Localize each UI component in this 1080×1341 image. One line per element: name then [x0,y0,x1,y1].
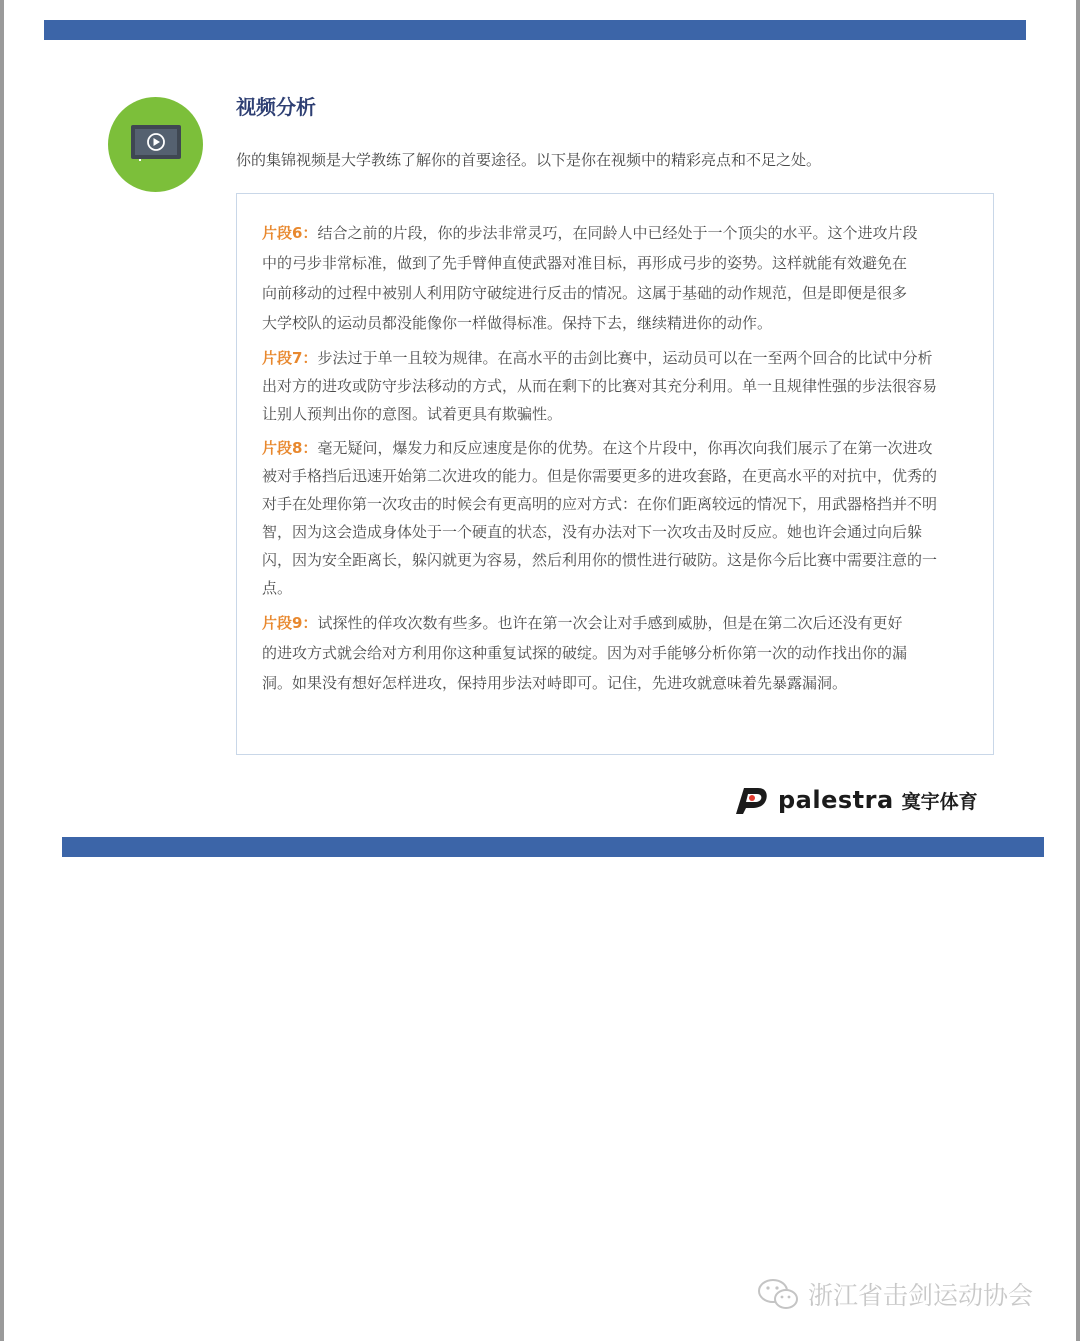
segment-text: 结合之前的片段，你的步法非常灵巧，在同龄人中已经处于一个顶尖的水平。这个进攻片段 [317,224,918,242]
palestra-logo-icon [730,784,770,816]
segment-line: 智，因为这会造成身体处于一个硬直的状态，没有办法对下一次攻击及时反应。她也许会通过向后躲 [262,523,923,541]
video-badge [108,97,203,192]
segment-text: 步法过于单一且较为规律。在高水平的击剑比赛中，运动员可以在一至两个回合的比试中分析 [317,349,933,367]
segment-line: 向前移动的过程中被别人利用防守破绽进行反击的情况。这属于基础的动作规范，但是即便是很多 [262,284,908,302]
segment-text: 毫无疑问，爆发力和反应速度是你的优势。在这个片段中，你再次向我们展示了在第一次进攻 [317,439,933,457]
wechat-watermark [756,1274,1033,1314]
watermark-text: 浙江省击剑运动协会 [808,1281,1034,1310]
brand-name: palestra [778,786,894,814]
segment-6 [262,218,995,338]
segment-line: 的进攻方式就会给对方利用你这种重复试探的破绽。因为对手能够分析你第一次的动作找出你的漏 [262,644,908,662]
segment-8 [262,434,995,602]
segment-line [262,344,995,372]
segment-label: 片段6： [262,224,318,242]
segment-label: 片段9： [262,614,318,632]
segment-line [262,608,995,638]
video-play-icon [108,97,203,192]
brand-logo [730,783,978,817]
segment-line: 中的弓步非常标准，做到了先手臂伸直使武器对准目标，再形成弓步的姿势。这样就能有效避免在 [262,254,908,272]
segment-line: 洞。如果没有想好怎样进攻，保持用步法对峙即可。记住，先进攻就意味着先暴露漏洞。 [262,674,848,692]
segment-line: 让别人预判出你的意图。试着更具有欺骗性。 [262,405,563,423]
section-title: 视频分析 [236,95,316,119]
segment-line: 出对方的进攻或防守步法移动的方式，从而在剩下的比赛对其充分利用。单一且规律性强的步法很容易 [262,377,938,395]
segment-line: 大学校队的运动员都没能像你一样做得标准。保持下去，继续精进你的动作。 [262,314,773,332]
section-intro: 你的集锦视频是大学教练了解你的首要途径。以下是你在视频中的精彩亮点和不足之处。 [236,151,822,169]
segment-label: 片段8： [262,439,318,457]
segment-line: 点。 [262,579,293,597]
top-header-bar [44,20,1026,40]
segment-line: 闪，因为安全距离长，躲闪就更为容易，然后利用你的惯性进行破防。这是你今后比赛中需要注意的一 [262,551,938,569]
segment-line: 对手在处理你第一次攻击的时候会有更高明的应对方式：在你们距离较远的情况下，用武器格挡并不明 [262,495,938,513]
segment-line [262,218,995,248]
segment-label: 片段7： [262,349,318,367]
brand-name-cn: 寞宇体育 [901,790,978,813]
segment-9 [262,608,995,698]
segment-7 [262,344,995,428]
analysis-box [236,193,994,755]
segment-text: 试探性的佯攻次数有些多。也许在第一次会让对手感到威胁，但是在第二次后还没有更好 [317,614,903,632]
bottom-footer-bar [62,837,1044,857]
segment-line [262,434,995,462]
wechat-icon [756,1277,800,1311]
segment-line: 被对手格挡后迅速开始第二次进攻的能力。但是你需要更多的进攻套路，在更高水平的对抗中，优秀的 [262,467,938,485]
